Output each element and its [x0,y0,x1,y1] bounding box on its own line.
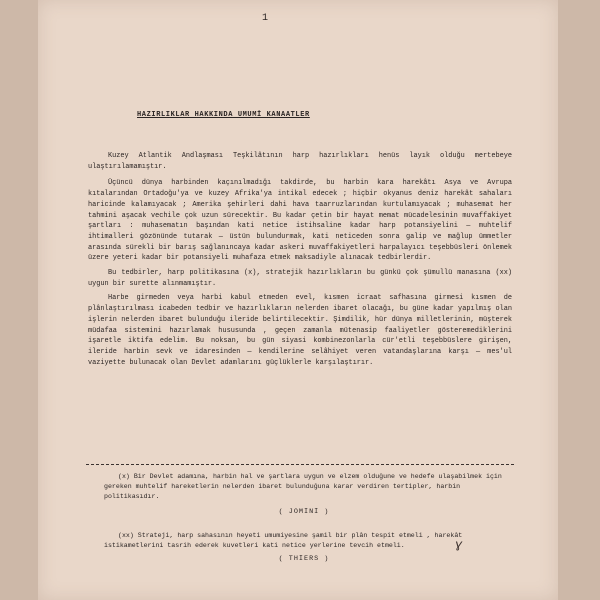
footnotes [104,472,504,564]
page-number: 1 [262,13,269,24]
paragraph: Harbe girmeden veya harbi kabul etmeden evel, kısmen icraat safhasına girmesi kısmen de plânlaştırılması icabeden tedbir ve hazırlıkların nelerden ibaret olacağı, bu güne kadar yapılmış olan işlerin nelerden ibaret bulunduğu ileride belirtilecektir. Şimdilik, hür dünya milletlerinin, müşterek müdafaa sistemini hazırlamak hususunda , geçen zamanla mütenasip faaliyetler gösteremediklerini işaretle iktifa edelim. Bu noksan, bu gün siyasi kombinezonlarla cür'etli teşebbüslere girişen, ileride harbin sevk ve idaresinden — kendilerine selâhiyet veren vatandaşlarına karşı — mes'ul vaziyette bulunacak olan Devlet adamlarını güçlüklerle karşılaştırır. [88,294,512,367]
handwritten-mark: ɣ [455,538,463,552]
paragraph: Bu tedbirler, harp politikasına (x), stratejik hazırlıkların bu günkü çok şümullü manasına (xx) uygun bir surette alınmamıştır. [88,269,512,288]
paragraph: Kuzey Atlantik Andlaşması Teşkilâtının harp hazırlıkları henüs layık olduğu mertebeye ulaştırılamamıştır. [88,152,512,171]
footnote-author: ( THİERS ) [278,555,330,563]
footnote: (xx) Strateji, harp sahasının heyeti umumiyesine şamil bir plân tespit etmeli , harekât istikametlerini tasrih ederek kuvetleri kati netice yerlerine tevcih etmeli. [104,532,463,549]
footnote-author: ( JOMİNİ ) [278,508,330,516]
reverse-side-bleed-through [128,58,548,118]
footnote-divider [86,464,514,465]
paragraph: Üçüncü dünya harbinden kaçınılmadığı takdirde, bu harbin kara harekâtı Asya ve Avrupa kıtalarından Ortadoğu'ya ve kuzey Afrika'ya intikal edecek ; hiçbir okyanus deniz harekât sahaları haricinde kalamıyacak ; Amerika şehirleri dahi hava taarruzlarından kurtulamıyacak ; muhasemat her tahmini aşacak vechile çok uzun sürecektir. Bu kadar çetin bir hayat memat mücadelesinin muvaffakiyet şartları : muhasematın başından kati netice istihsaline kadar harp potansiyelini — muhtelif ihtimalleri gözönünde tutarak — üstün bulundurmak, kati neticeden sonra galip ve mağlup ümmetler arasında sürekli bir barış sağlanıncaya kadar askeri muvaffakiyetleri harpalayıcı teşebbüsleri önlemek üzere yeteri kadar bir potansiyeli muhafaza etmek maksadiyle alınacak tedbirlerdir. [88,179,512,263]
body-text [88,151,512,372]
footnote: (x) Bir Devlet adamına, harbin hal ve şartlara uygun ve elzem olduğune ve hedefe ulaşabilmek için gereken muhtelif hareketlerin nelerden ibaret bulunduğuna karar verdiren tertipler, harbin politikasıdır. [104,473,502,500]
document-title: HAZIRLIKLAR HAKKINDA UMUMİ KANAATLER [137,111,310,119]
